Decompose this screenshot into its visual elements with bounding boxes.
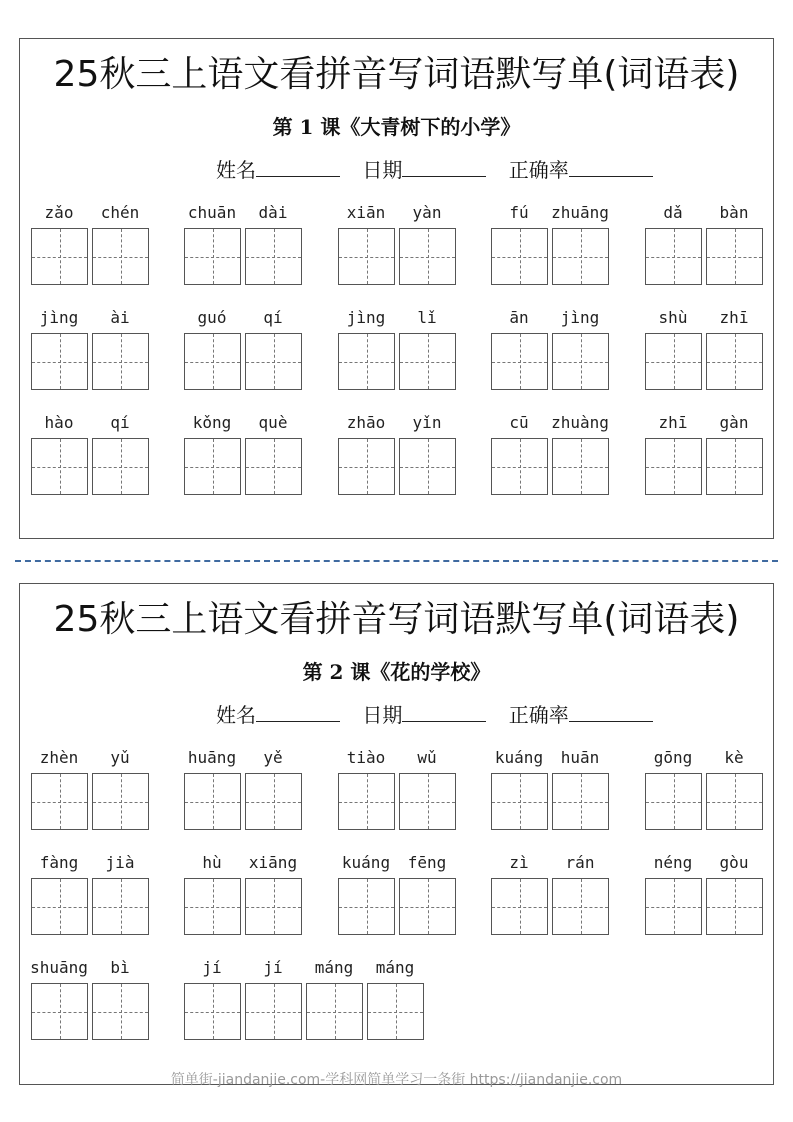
writing-box[interactable]	[399, 773, 456, 830]
word-item	[338, 412, 460, 514]
writing-box[interactable]	[399, 438, 456, 495]
writing-box[interactable]	[399, 228, 456, 285]
writing-box[interactable]	[92, 333, 149, 390]
pinyin-label: wǔ	[417, 748, 437, 767]
pinyin-label: chuān	[187, 203, 237, 222]
writing-box[interactable]	[31, 333, 88, 390]
pinyin-label: zhī	[658, 413, 688, 432]
word-item	[184, 852, 306, 954]
pinyin-label: rán	[565, 853, 595, 872]
pinyin-label: shuāng	[30, 958, 88, 977]
pinyin-label: jìng	[346, 308, 386, 327]
writing-box[interactable]	[645, 773, 702, 830]
pinyin-label: zhī	[719, 308, 749, 327]
date-blank[interactable]	[402, 156, 486, 177]
word-item	[338, 747, 460, 849]
writing-box[interactable]	[245, 983, 302, 1040]
footer-watermark: 简单街-jiandanjie.com-学科网简单学习一条街 https://jiandanjie.com	[170, 1072, 623, 1088]
pinyin-label: guó	[197, 308, 227, 327]
word-item	[184, 957, 428, 1059]
word-item	[31, 307, 153, 409]
word-item	[31, 202, 153, 304]
writing-box[interactable]	[367, 983, 424, 1040]
writing-box[interactable]	[706, 878, 763, 935]
pinyin-label: zì	[509, 853, 529, 872]
pinyin-label: hù	[202, 853, 222, 872]
writing-box[interactable]	[92, 773, 149, 830]
date-blank[interactable]	[402, 701, 486, 722]
pinyin-label: jí	[202, 958, 222, 977]
writing-box[interactable]	[645, 228, 702, 285]
pinyin-label: qí	[263, 308, 283, 327]
writing-box[interactable]	[245, 228, 302, 285]
word-item	[184, 747, 306, 849]
pinyin-label: fàng	[39, 853, 79, 872]
word-item	[184, 412, 306, 514]
cut-line-divider	[15, 560, 778, 562]
pinyin-label: zhuàng	[551, 413, 609, 432]
pinyin-label: máng	[375, 958, 415, 977]
writing-box[interactable]	[184, 438, 241, 495]
writing-box[interactable]	[552, 228, 609, 285]
word-item	[491, 307, 613, 409]
lesson-heading: 第 2 课《花的学校》	[302, 660, 491, 684]
accuracy-blank[interactable]	[569, 701, 653, 722]
writing-box[interactable]	[552, 773, 609, 830]
writing-box[interactable]	[491, 773, 548, 830]
word-item	[645, 412, 767, 514]
pinyin-label: dài	[258, 203, 288, 222]
word-item	[184, 202, 306, 304]
pinyin-label: shù	[658, 308, 688, 327]
writing-box[interactable]	[245, 878, 302, 935]
pinyin-label: yě	[263, 748, 283, 767]
writing-box[interactable]	[184, 983, 241, 1040]
writing-box[interactable]	[184, 333, 241, 390]
pinyin-label: zhèn	[39, 748, 79, 767]
writing-box[interactable]	[184, 773, 241, 830]
writing-box[interactable]	[245, 333, 302, 390]
word-item	[491, 202, 613, 304]
writing-box[interactable]	[31, 878, 88, 935]
pinyin-label: qí	[110, 413, 130, 432]
student-info	[216, 701, 669, 729]
pinyin-label: xiāng	[248, 853, 298, 872]
writing-box[interactable]	[491, 438, 548, 495]
writing-box[interactable]	[31, 228, 88, 285]
word-item	[491, 412, 613, 514]
word-item	[338, 202, 460, 304]
writing-box[interactable]	[491, 228, 548, 285]
writing-box[interactable]	[399, 878, 456, 935]
pinyin-label: huāng	[187, 748, 237, 767]
pinyin-label: fēng	[407, 853, 447, 872]
writing-box[interactable]	[491, 878, 548, 935]
pinyin-label: tiào	[346, 748, 386, 767]
pinyin-label: zǎo	[44, 203, 74, 222]
writing-box[interactable]	[706, 228, 763, 285]
name-blank[interactable]	[256, 701, 340, 722]
word-item	[338, 307, 460, 409]
word-item	[338, 852, 460, 954]
writing-box[interactable]	[645, 438, 702, 495]
pinyin-label: huān	[560, 748, 600, 767]
writing-box[interactable]	[491, 333, 548, 390]
pinyin-label: néng	[653, 853, 693, 872]
writing-box[interactable]	[399, 333, 456, 390]
name-label: 姓名	[216, 158, 256, 182]
writing-box[interactable]	[706, 333, 763, 390]
word-item	[31, 412, 153, 514]
writing-box[interactable]	[245, 773, 302, 830]
pinyin-label: hào	[44, 413, 74, 432]
pinyin-label: jià	[105, 853, 135, 872]
writing-box[interactable]	[92, 438, 149, 495]
word-item	[31, 747, 153, 849]
writing-box[interactable]	[338, 773, 395, 830]
pinyin-label: yàn	[412, 203, 442, 222]
word-item	[31, 852, 153, 954]
writing-box[interactable]	[338, 438, 395, 495]
name-blank[interactable]	[256, 156, 340, 177]
accuracy-label: 正确率	[508, 158, 569, 182]
writing-box[interactable]	[92, 983, 149, 1040]
word-item	[184, 307, 306, 409]
writing-box[interactable]	[706, 438, 763, 495]
writing-box[interactable]	[645, 333, 702, 390]
pinyin-label: ài	[110, 308, 130, 327]
writing-box[interactable]	[338, 333, 395, 390]
pinyin-label: jìng	[560, 308, 600, 327]
writing-box[interactable]	[184, 878, 241, 935]
accuracy-label: 正确率	[508, 703, 569, 727]
writing-box[interactable]	[184, 228, 241, 285]
writing-box[interactable]	[31, 773, 88, 830]
writing-box[interactable]	[706, 773, 763, 830]
writing-box[interactable]	[338, 228, 395, 285]
writing-box[interactable]	[645, 878, 702, 935]
worksheet-1	[19, 38, 774, 539]
pinyin-label: kǒng	[192, 413, 232, 432]
writing-box[interactable]	[552, 878, 609, 935]
pinyin-label: gōng	[653, 748, 693, 767]
writing-box[interactable]	[552, 438, 609, 495]
word-item	[645, 747, 767, 849]
writing-box[interactable]	[338, 878, 395, 935]
pinyin-label: jìng	[39, 308, 79, 327]
pinyin-label: máng	[314, 958, 354, 977]
pinyin-label: dǎ	[663, 203, 683, 222]
writing-box[interactable]	[31, 438, 88, 495]
pinyin-label: fú	[509, 203, 529, 222]
name-label: 姓名	[216, 703, 256, 727]
word-item	[31, 957, 153, 1059]
writing-box[interactable]	[306, 983, 363, 1040]
pinyin-label: yǐn	[412, 413, 442, 432]
date-label: 日期	[362, 703, 403, 727]
writing-box[interactable]	[31, 983, 88, 1040]
lesson-heading: 第 1 课《大青树下的小学》	[272, 115, 521, 139]
pinyin-label: ān	[509, 308, 529, 327]
word-item	[491, 852, 613, 954]
accuracy-blank[interactable]	[569, 156, 653, 177]
pinyin-label: bì	[110, 958, 130, 977]
writing-box[interactable]	[245, 438, 302, 495]
pinyin-label: yǔ	[110, 748, 130, 767]
pinyin-label: kuáng	[341, 853, 391, 872]
date-label: 日期	[362, 158, 403, 182]
pinyin-label: gòu	[719, 853, 749, 872]
pinyin-label: cū	[509, 413, 529, 432]
pinyin-label: zhuāng	[551, 203, 609, 222]
word-item	[645, 307, 767, 409]
writing-box[interactable]	[92, 878, 149, 935]
word-item	[645, 202, 767, 304]
pinyin-label: zhāo	[346, 413, 386, 432]
worksheet-title: 25秋三上语文看拼音写词语默写单(词语表)	[53, 54, 740, 95]
pinyin-label: jí	[263, 958, 283, 977]
student-info	[216, 156, 669, 184]
pinyin-label: què	[258, 413, 288, 432]
pinyin-label: chén	[100, 203, 140, 222]
pinyin-label: lǐ	[417, 308, 437, 327]
pinyin-label: kè	[724, 748, 744, 767]
writing-box[interactable]	[552, 333, 609, 390]
worksheet-title: 25秋三上语文看拼音写词语默写单(词语表)	[53, 599, 740, 640]
pinyin-label: gàn	[719, 413, 749, 432]
word-item	[645, 852, 767, 954]
writing-box[interactable]	[92, 228, 149, 285]
pinyin-label: bàn	[719, 203, 749, 222]
worksheet-2	[19, 583, 774, 1085]
word-item	[491, 747, 613, 849]
pinyin-label: kuáng	[494, 748, 544, 767]
pinyin-label: xiān	[346, 203, 386, 222]
